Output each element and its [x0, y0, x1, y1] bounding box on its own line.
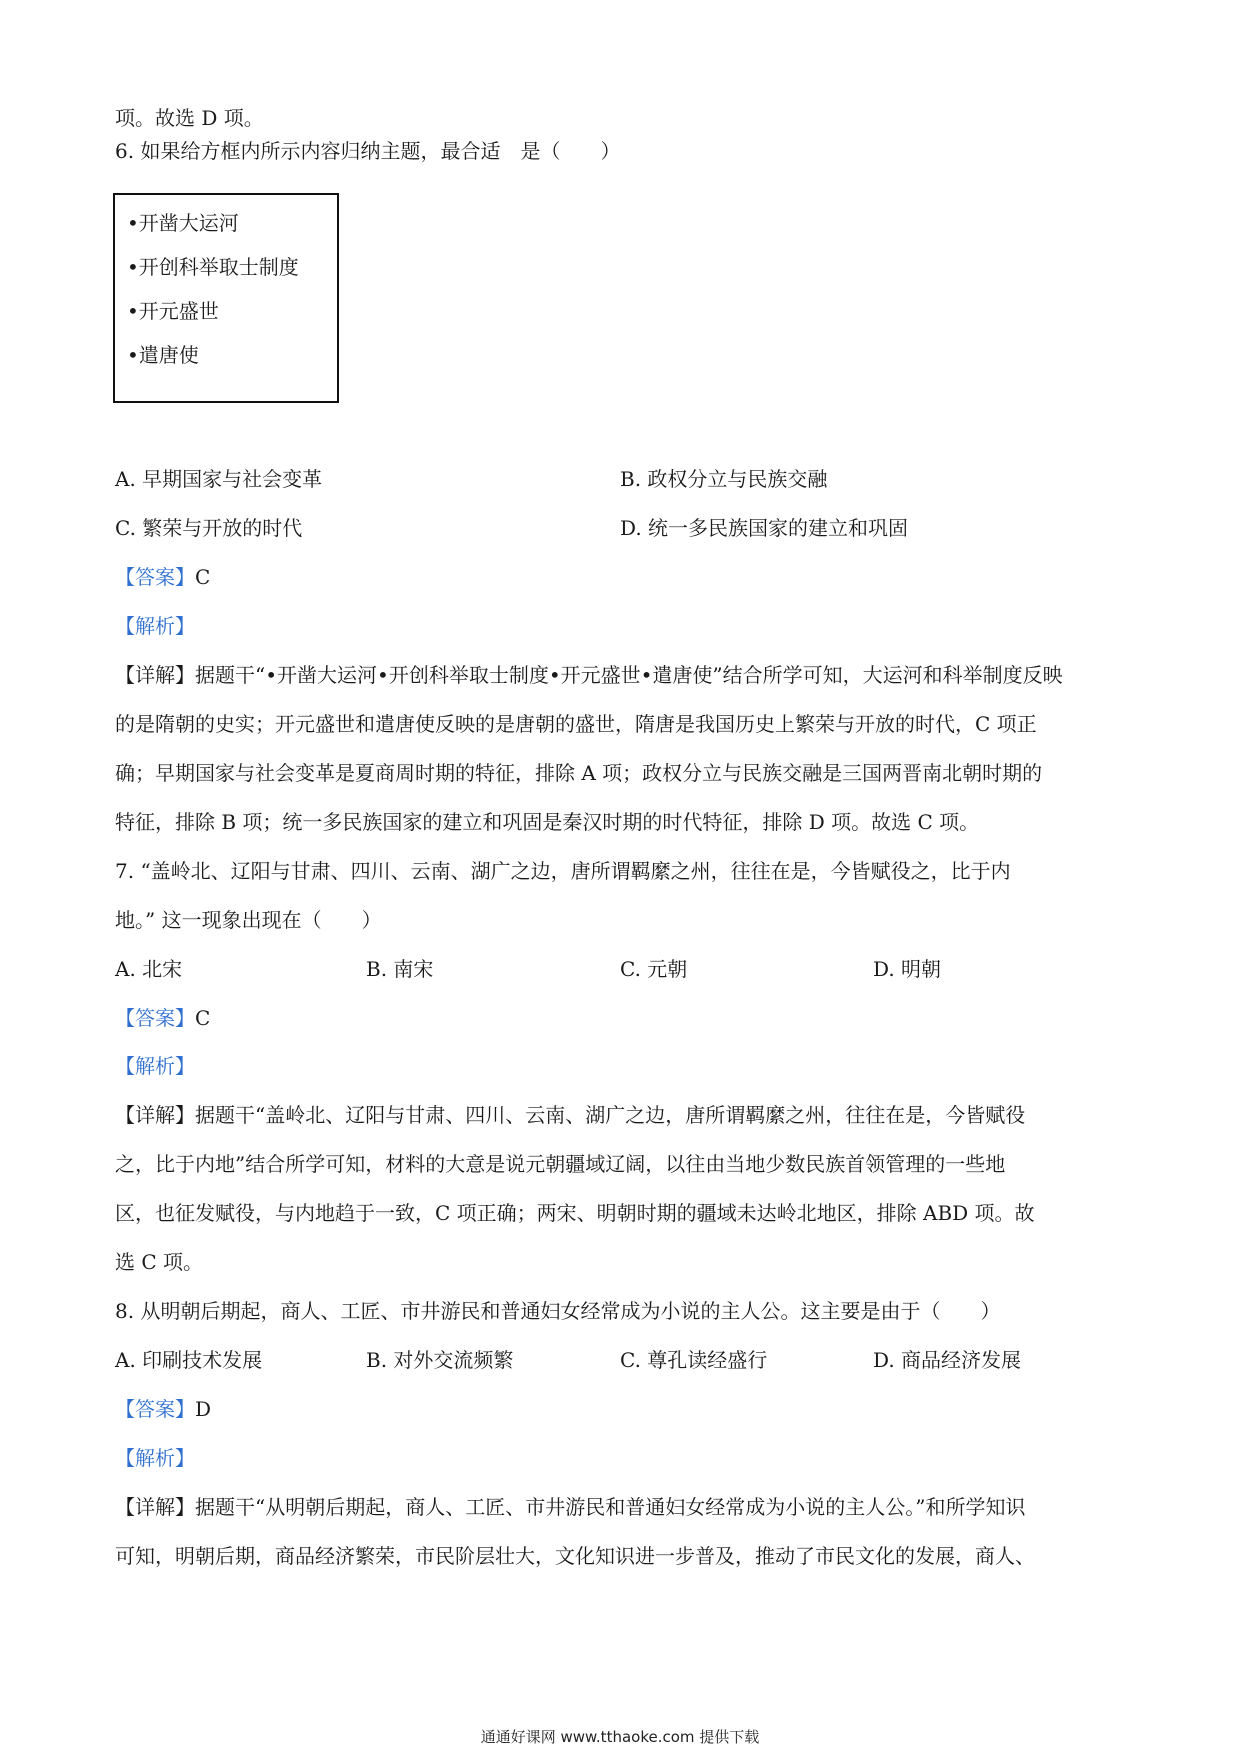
q8-answer	[115, 1395, 211, 1423]
q6-option-c: C. 繁荣与开放的时代	[115, 516, 303, 540]
q6-option-b: B. 政权分立与民族交融	[620, 467, 828, 491]
q6-detail-line: 的是隋朝的史实；开元盛世和遣唐使反映的是唐朝的盛世，隋唐是我国历史上繁荣与开放的时代，C 项正	[115, 712, 1037, 736]
detail-label: 【详解】	[115, 663, 195, 687]
detail-label: 【详解】	[115, 1103, 195, 1127]
q7-option-a: A. 北宋	[115, 957, 183, 981]
q7-stem-line: 地。” 这一现象出现在（ ）	[115, 908, 382, 932]
q6-analysis-label: 【解析】	[115, 614, 195, 638]
q6-content-box	[113, 193, 339, 403]
q6-box-item: •开凿大运河	[127, 211, 239, 235]
q7-option-c: C. 元朝	[620, 957, 688, 981]
q6-detail-line: 特征，排除 B 项；统一多民族国家的建立和巩固是秦汉时期的时代特征，排除 D 项。故选 C 项。	[115, 810, 980, 834]
answer-value: C	[195, 565, 211, 589]
q6-box-item: •开创科举取士制度	[127, 255, 299, 279]
previous-answer-fragment: 项。故选 D 项。	[115, 106, 264, 130]
q7-analysis-label: 【解析】	[115, 1054, 195, 1078]
q8-analysis-label: 【解析】	[115, 1446, 195, 1470]
q8-option-a: A. 印刷技术发展	[115, 1348, 263, 1372]
q6-box-item: •开元盛世	[127, 299, 219, 323]
q6-detail-line	[115, 661, 1063, 689]
q8-option-d: D. 商品经济发展	[873, 1348, 1022, 1372]
answer-value: C	[195, 1006, 211, 1030]
q8-detail-line	[115, 1493, 1025, 1521]
q7-option-d: D. 明朝	[873, 957, 942, 981]
q8-stem: 8. 从明朝后期起，商人、工匠、市井游民和普通妇女经常成为小说的主人公。这主要是由于（ ）	[115, 1299, 1001, 1323]
detail-label: 【详解】	[115, 1495, 195, 1519]
q8-option-b: B. 对外交流频繁	[366, 1348, 514, 1372]
answer-label: 【答案】	[115, 1006, 195, 1030]
page-footer-watermark: 通通好课网 www.tthaoke.com 提供下载	[480, 1728, 760, 1746]
q7-detail-line: 区，也征发赋役，与内地趋于一致，C 项正确；两宋、明朝时期的疆域未达岭北地区，排除 ABD 项。故	[115, 1201, 1035, 1225]
detail-text: 据题干“从明朝后期起，商人、工匠、市井游民和普通妇女经常成为小说的主人公。”和所学知识	[195, 1495, 1026, 1519]
detail-text: 据题干“•开凿大运河•开创科举取士制度•开元盛世•遣唐使”结合所学可知，大运河和科举制度反映	[195, 663, 1063, 687]
q6-option-d: D. 统一多民族国家的建立和巩固	[620, 516, 909, 540]
q7-detail-line: 选 C 项。	[115, 1250, 204, 1274]
q6-stem: 6. 如果给方框内所示内容归纳主题，最合适 是（ ）	[115, 139, 621, 163]
q8-option-c: C. 尊孔读经盛行	[620, 1348, 768, 1372]
q7-answer	[115, 1004, 210, 1032]
answer-label: 【答案】	[115, 1397, 195, 1421]
q7-detail-line: 之，比于内地”结合所学可知，材料的大意是说元朝疆域辽阔，以往由当地少数民族首领管理的一些地	[115, 1152, 1006, 1176]
q6-detail-line: 确；早期国家与社会变革是夏商周时期的特征，排除 A 项；政权分立与民族交融是三国两晋南北朝时期的	[115, 761, 1043, 785]
answer-value: D	[195, 1397, 212, 1421]
q6-box-item: •遣唐使	[127, 343, 199, 367]
answer-label: 【答案】	[115, 565, 195, 589]
q8-detail-line: 可知，明朝后期，商品经济繁荣，市民阶层壮大，文化知识进一步普及，推动了市民文化的发展，商人、	[115, 1544, 1035, 1568]
q7-detail-line	[115, 1101, 1025, 1129]
q7-stem-line: 7. “盖岭北、辽阳与甘肃、四川、云南、湖广之边，唐所谓羁縻之州，往往在是，今皆赋役之，比于内	[115, 859, 1011, 883]
detail-text: 据题干“盖岭北、辽阳与甘肃、四川、云南、湖广之边，唐所谓羁縻之州，往往在是，今皆赋役	[195, 1103, 1026, 1127]
q6-option-a: A. 早期国家与社会变革	[115, 467, 323, 491]
q6-answer	[115, 563, 210, 591]
q7-option-b: B. 南宋	[366, 957, 434, 981]
